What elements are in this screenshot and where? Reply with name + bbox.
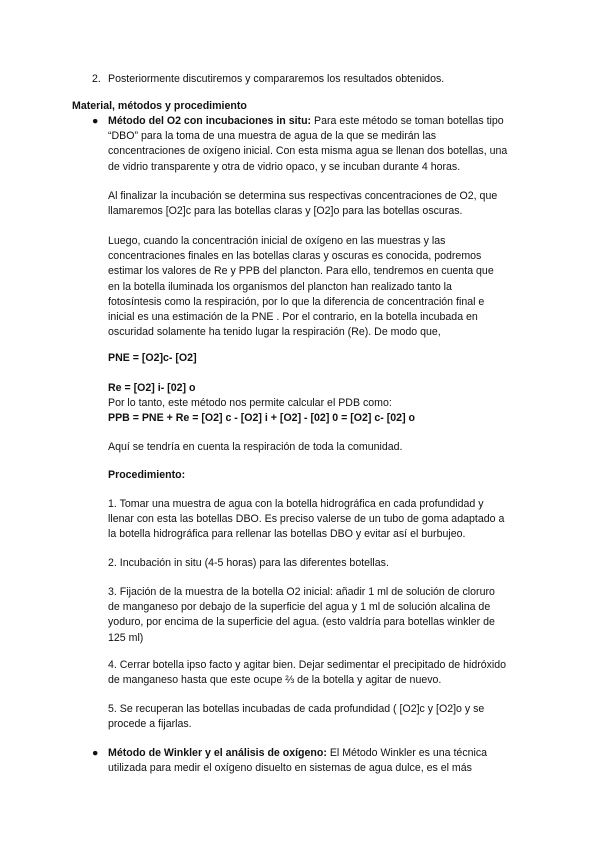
step-line: yoduro, por encima de la superficie del agua. (esto valdría para botellas winkler de (108, 616, 495, 629)
bullet-icon: ● (92, 115, 99, 127)
method1-line: de vidrio transparente y otra de vidrio opaco, y se incuban durante 4 horas. (108, 160, 461, 173)
para-line: en la botella iluminada los organismos del plancton han realizado tanto la (108, 280, 452, 293)
method1-intro (108, 114, 518, 175)
method1-title: Método del O2 con incubaciones in situ: (108, 115, 312, 127)
procedure-step-3 (108, 585, 518, 646)
list-number: 2. (92, 73, 101, 85)
para-line: Al finalizar la incubación se determina sus respectivas concentraciones de O2, que (108, 190, 498, 202)
procedure-heading: Procedimiento: (108, 469, 186, 481)
community-note: Aquí se tendría en cuenta la respiración de toda la comunidad. (108, 441, 403, 453)
list-item-2 (92, 72, 562, 87)
formula-pne: PNE = [O2]c- [O2] (108, 352, 197, 364)
procedure-step-4 (108, 658, 518, 688)
step-line: 3. Fijación de la muestra de la botella O2 inicial: añadir 1 ml de solución de cloruro (108, 586, 495, 598)
bullet-icon: ● (92, 747, 99, 759)
para-line: llamaremos [O2]c para las botellas claras y [O2]o para las botellas oscuras. (108, 205, 463, 218)
step-line: 5. Se recuperan las botellas incubadas de cada profundidad ( [O2]c y [O2]o y se (108, 703, 485, 715)
step-line: procede a fijarlas. (108, 718, 192, 731)
method1-line-text: Para este método se toman botellas tipo (311, 115, 504, 127)
formula-intro: Por lo tanto, este método nos permite calcular el PDB como: (108, 397, 392, 410)
formula-re: Re = [O2] i- [02] o (108, 382, 196, 394)
step-line: 2. Incubación in situ (4-5 horas) para las diferentes botellas. (108, 557, 389, 569)
formula-ppb: PPB = PNE + Re = [O2] c - [O2] i + [O2] - [02] 0 = [O2] c- [02] o (108, 412, 416, 425)
method1-line (108, 114, 518, 129)
method2-line-text: El Método Winkler es una técnica (326, 747, 488, 759)
method1-line: concentraciones de oxígeno inicial. Con esta misma agua se llenan dos botellas, una (108, 145, 508, 158)
para-line: Luego, cuando la concentración inicial de oxígeno en las muestras y las (108, 235, 446, 247)
step-line: de manganeso hasta que este ocupe ⅔ de la botella y agitar de nuevo. (108, 674, 442, 687)
method1-para3 (108, 234, 518, 340)
step-line: de manganeso por debajo de la superficie del agua y 1 ml de solución alcalina de (108, 601, 491, 614)
procedure-step-5 (108, 702, 518, 732)
method1-para2 (108, 189, 518, 219)
para-line: estimar los valores de Re y PPB del plancton. Para ello, tendremos en cuenta que (108, 265, 494, 278)
step-line: 4. Cerrar botella ipso facto y agitar bien. Dejar sedimentar el precipitado de hidróxido (108, 659, 507, 671)
method2-title: Método de Winkler y el análisis de oxígeno: (108, 747, 327, 759)
step-line: la botella hidrográfica para rellenar las botellas DBO y evitar así el burbujeo. (108, 528, 466, 541)
para-line: inicial es una estimación de la PNE . Por el contrario, en la botella incubada en (108, 311, 478, 324)
para-line: oscuridad solamente ha tenido lugar la respiración (Re). De modo que, (108, 326, 441, 339)
method2-line (108, 746, 518, 761)
step-line: 1. Tomar una muestra de agua con la botella hidrográfica en cada profundidad y (108, 498, 484, 510)
formula-block (108, 381, 518, 427)
procedure-step-2 (108, 556, 518, 571)
section-heading: Material, métodos y procedimiento (72, 100, 247, 112)
para-line: concentraciones finales en las botellas claras y oscuras es conocida, podremos (108, 250, 482, 263)
para-line: fotosíntesis como la respiración, por lo que la diferencia de concentración final e (108, 295, 485, 308)
method2-line: utilizada para medir el oxígeno disuelto en sistemas de agua dulce, es el más (108, 762, 472, 775)
method2-intro (108, 746, 518, 776)
list-text: Posteriormente discutiremos y compararemos los resultados obtenidos. (108, 73, 445, 85)
procedure-step-1 (108, 497, 518, 543)
method1-line: “DBO” para la toma de una muestra de agua de la que se medirán las (108, 130, 437, 143)
step-line: llenar con esta las botellas DBO. Es preciso valerse de un tubo de goma adaptado a (108, 513, 505, 526)
step-line: 125 ml) (108, 631, 144, 644)
